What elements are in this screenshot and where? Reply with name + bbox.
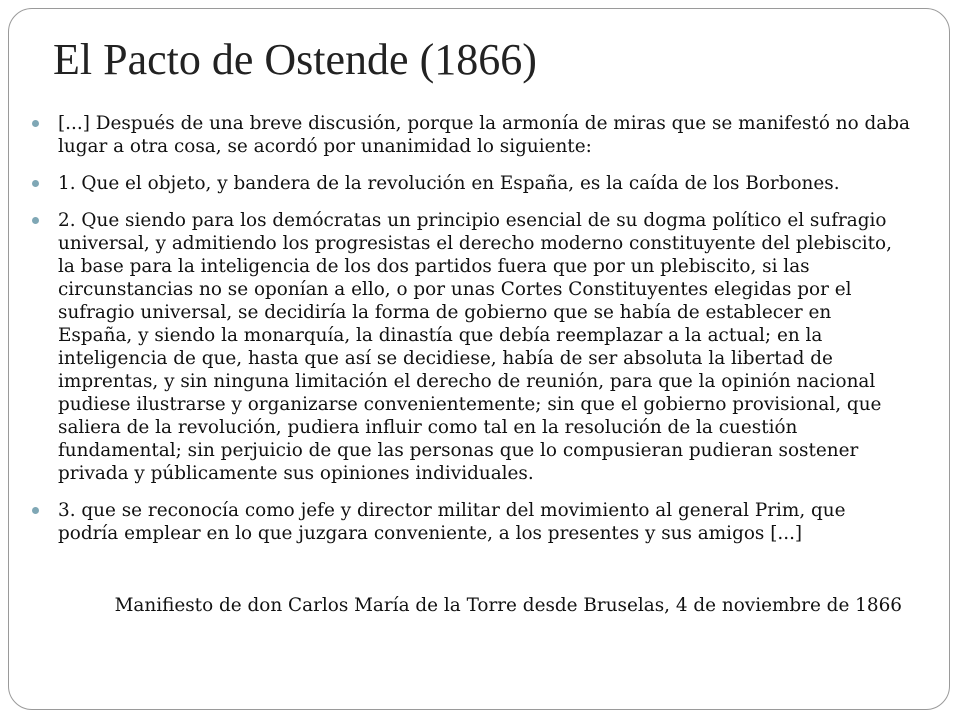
bullet-dot-icon — [32, 507, 39, 514]
bullet-item — [30, 499, 910, 545]
slide-title: El Pacto de Ostende (1866) — [53, 35, 537, 84]
bullet-text: 3. que se reconocía como jefe y director militar del movimiento al general Prim, que podría emplear en lo que juzgara conveniente, a los presentes y sus amigos [...] — [58, 500, 846, 544]
bullet-text: [...] Después de una breve discusión, porque la armonía de miras que se manifestó no daba lugar a otra cosa, se acordó por unanimidad lo siguiente: — [58, 113, 910, 157]
bullet-list — [30, 112, 910, 559]
bullet-dot-icon — [32, 217, 39, 224]
bullet-item — [30, 209, 910, 485]
bullet-text: 2. Que siendo para los demócratas un principio esencial de su dogma político el sufragio universal, y admitiendo los progresistas el derecho moderno constituyente del plebiscito, la base para la inteligencia de los dos partidos fuera que por un plebiscito, si las circunstancias no se oponían a ello, o por unas Cortes Constituyentes elegidas por el sufragio universal, se decidiría la forma de gobierno que se había de establecer en España, y siendo la monarquía, la dinastía que debía reemplazar a la actual; en la inteligencia de que, hasta que así se decidiese, había de ser absoluta la libertad de imprentas, y sin ninguna limitación el derecho de reunión, para que la opinión nacional pudiese ilustrarse y organizarse convenientemente; sin que el gobierno provisional, que saliera de la revolución, pudiera influir como tal en la resolución de la cuestión fundamental; sin perjuicio de que las personas que lo compusieran pudieran sostener privada y públicamente sus opiniones individuales. — [58, 210, 892, 484]
bullet-item — [30, 172, 910, 195]
bullet-text: 1. Que el objeto, y bandera de la revolución en España, es la caída de los Borbones. — [58, 173, 840, 194]
bullet-item — [30, 112, 910, 158]
bullet-dot-icon — [32, 120, 39, 127]
bullet-dot-icon — [32, 180, 39, 187]
source-citation: Manifiesto de don Carlos María de la Torre desde Bruselas, 4 de noviembre de 1866 — [114, 595, 902, 616]
